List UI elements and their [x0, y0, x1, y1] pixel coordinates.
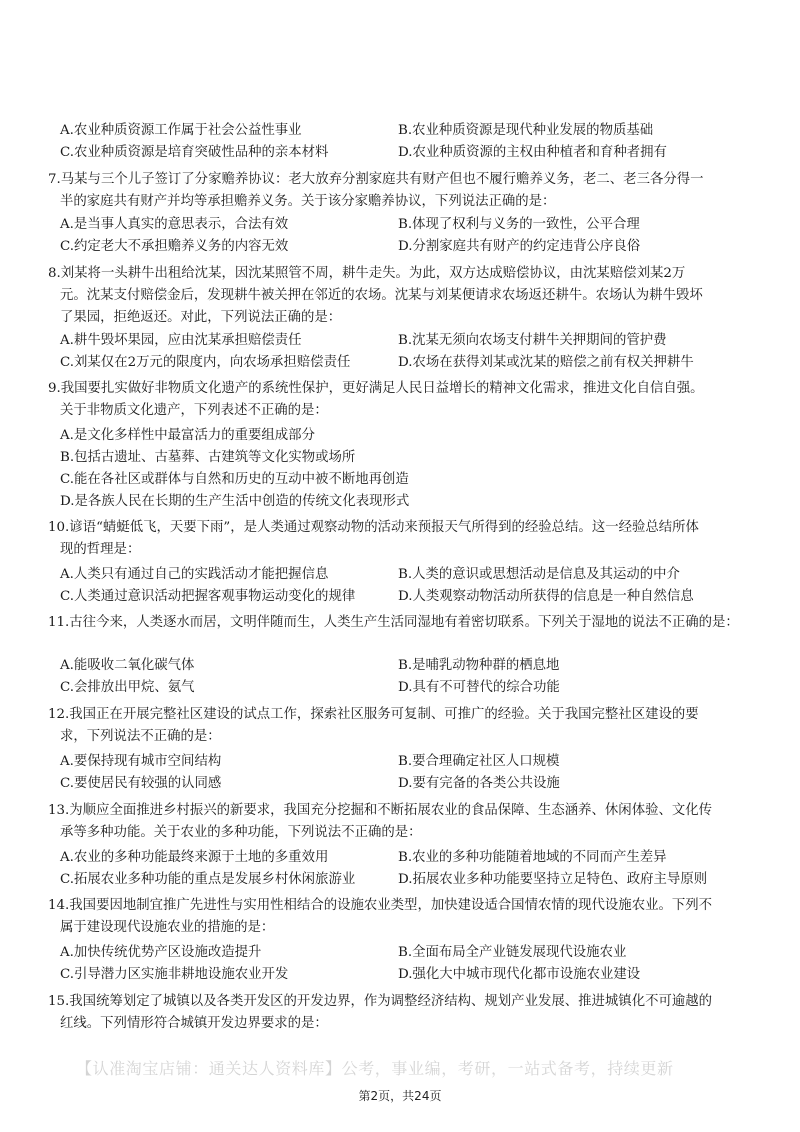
- q8-option-a: A.耕牛毁坏果园，应由沈某承担赔偿责任: [60, 333, 302, 348]
- option-row: [0, 964, 800, 986]
- question-10-stem-line: [0, 517, 800, 539]
- question-13-stem-1: 13.为顺应全面推进乡村振兴的新要求，我国充分挖掘和不断拓展农业的食品保障、生态涵养、休闲体验、文化传: [48, 803, 713, 818]
- q7-option-a: A.是当事人真实的意思表示，合法有效: [60, 217, 289, 232]
- q7-option-c: C.约定老大不承担赡养义务的内容无效: [60, 239, 289, 254]
- question-10-stem-2: 现的哲理是：: [60, 542, 141, 557]
- q7-option-b: B.体现了权利与义务的一致性，公平合理: [398, 217, 640, 232]
- q10-option-c: C.人类通过意识活动把握客观事物运动变化的规律: [60, 589, 356, 604]
- option-d: D.农业种质资源的主权由种植者和育种者拥有: [398, 145, 667, 160]
- question-14-stem-1: 14.我国要因地制宜推广先进性与实用性相结合的设施农业类型，加快建设适合国情农情的现代设施农业。下列不: [48, 898, 713, 913]
- q11-option-a: A.能吸收二氧化碳气体: [60, 658, 195, 673]
- question-7-stem-1: 7.马某与三个儿子签订了分家赡养协议：老大放弃分割家庭共有财产但也不履行赡养义务，老二、老三各分得一: [48, 172, 704, 187]
- option-row: [0, 491, 800, 513]
- q10-option-a: A.人类只有通过自己的实践活动才能把握信息: [60, 567, 329, 582]
- question-7-stem-line: [0, 191, 800, 213]
- question-9-stem-line: [0, 400, 800, 422]
- option-row: [0, 869, 800, 891]
- q9-option-d: D.是各族人民在长期的生产生活中创造的传统文化表现形式: [60, 494, 410, 509]
- option-a: A.农业种质资源工作属于社会公益性事业: [60, 123, 302, 138]
- question-7-stem-2: 半的家庭共有财产并均等承担赡养义务。关于该分家赡养协议，下列说法正确的是：: [60, 194, 556, 209]
- option-row: [0, 586, 800, 608]
- option-row: [0, 564, 800, 586]
- q10-option-b: B.人类的意识或思想活动是信息及其运动的中介: [398, 567, 680, 582]
- question-13-stem-2: 承等多种功能。关于农业的多种功能，下列说法不正确的是：: [60, 825, 422, 840]
- option-row: [0, 352, 800, 374]
- question-8-stem-2: 元。沈某支付赔偿金后，发现耕牛被关押在邻近的农场。沈某与刘某便请求农场返还耕牛。农场认为耕牛毁坏: [60, 288, 703, 303]
- question-15-stem-1: 15.我国统筹划定了城镇以及各类开发区的开发边界，作为调整经济结构、规划产业发展、推进城镇化不可逾越的: [48, 994, 713, 1009]
- question-8-stem-line: [0, 285, 800, 307]
- question-13-stem-line: [0, 800, 800, 822]
- q11-option-b: B.是哺乳动物种群的栖息地: [398, 658, 560, 673]
- question-15-stem-line: [0, 991, 800, 1013]
- question-8-stem-line: [0, 307, 800, 329]
- q11-option-c: C.会排放出甲烷、氨气: [60, 680, 195, 695]
- question-7-stem-line: [0, 169, 800, 191]
- shop-watermark: 【认准淘宝店铺：通关达人资料库】公考，事业编，考研，一站式备考，持续更新: [76, 1059, 674, 1078]
- q13-option-b: B.农业的多种功能随着地域的不同而产生差异: [398, 850, 667, 865]
- q12-option-c: C.要使居民有较强的认同感: [60, 776, 222, 791]
- q14-option-c: C.引导潜力区实施非耕地设施农业开发: [60, 967, 289, 982]
- question-11-stem-line: [0, 612, 800, 634]
- option-row: [0, 425, 800, 447]
- q8-option-c: C.刘某仅在2万元的限度内，向农场承担赔偿责任: [60, 355, 351, 370]
- q12-option-b: B.要合理确定社区人口规模: [398, 754, 560, 769]
- question-12-stem-line: [0, 704, 800, 726]
- option-row: [0, 142, 800, 164]
- option-row: [0, 847, 800, 869]
- q14-option-b: B.全面布局全产业链发展现代设施农业: [398, 945, 627, 960]
- q12-option-d: D.要有完备的各类公共设施: [398, 776, 560, 791]
- question-12-stem-line: [0, 726, 800, 748]
- q13-option-a: A.农业的多种功能最终来源于土地的多重效用: [60, 850, 329, 865]
- question-15-stem-line: [0, 1013, 800, 1035]
- question-14-stem-line: [0, 895, 800, 917]
- option-row: [0, 751, 800, 773]
- option-row: [0, 469, 800, 491]
- question-15-stem-2: 红线。下列情形符合城镇开发边界要求的是：: [60, 1016, 328, 1031]
- question-9-stem-2: 关于非物质文化遗产，下列表述不正确的是：: [60, 403, 328, 418]
- q14-option-a: A.加快传统优势产区设施改造提升: [60, 945, 262, 960]
- question-12-stem-2: 求，下列说法不正确的是：: [60, 729, 221, 744]
- option-row: [0, 942, 800, 964]
- q12-option-a: A.要保持现有城市空间结构: [60, 754, 222, 769]
- q13-option-c: C.拓展农业多种功能的重点是发展乡村休闲旅游业: [60, 872, 356, 887]
- option-row: [0, 677, 800, 699]
- option-row: [0, 236, 800, 258]
- option-b: B.农业种质资源是现代种业发展的物质基础: [398, 123, 654, 138]
- question-11-stem-1: 11.古往今来，人类逐水而居，文明伴随而生，人类生产生活同湿地有着密切联系。下列关于湿地的说法不正确的是：: [48, 615, 739, 630]
- option-c: C.农业种质资源是培育突破性品种的亲本材料: [60, 145, 329, 160]
- option-row: [0, 773, 800, 795]
- q10-option-d: D.人类观察动物活动所获得的信息是一种自然信息: [398, 589, 694, 604]
- question-14-stem-2: 属于建设现代设施农业的措施的是：: [60, 920, 275, 935]
- question-14-stem-line: [0, 917, 800, 939]
- q14-option-d: D.强化大中城市现代化都市设施农业建设: [398, 967, 641, 982]
- question-8-stem-3: 了果园，拒绝返还。对此，下列说法正确的是：: [60, 310, 342, 325]
- q7-option-d: D.分割家庭共有财产的约定违背公序良俗: [398, 239, 641, 254]
- question-9-stem-line: [0, 378, 800, 400]
- question-13-stem-line: [0, 822, 800, 844]
- option-row: [0, 120, 800, 142]
- question-8-stem-1: 8.刘某将一头耕牛出租给沈某，因沈某照管不周，耕牛走失。为此，双方达成赔偿协议，由沈某赔偿刘某2万: [48, 266, 686, 281]
- question-12-stem-1: 12.我国正在开展完整社区建设的试点工作，探索社区服务可复制、可推广的经验。关于我国完整社区建设的要: [48, 707, 699, 722]
- question-9-stem-1: 9.我国要扎实做好非物质文化遗产的系统性保护，更好满足人民日益增长的精神文化需求，推进文化自信自强。: [48, 381, 704, 396]
- page-number: 第2页，共24页: [358, 1089, 442, 1103]
- q8-option-b: B.沈某无须向农场支付耕牛关押期间的管护费: [398, 333, 667, 348]
- q9-option-c: C.能在各社区或群体与自然和历史的互动中被不断地再创造: [60, 472, 409, 487]
- option-row: [0, 447, 800, 469]
- q8-option-d: D.农场在获得刘某或沈某的赔偿之前有权关押耕牛: [398, 355, 694, 370]
- q13-option-d: D.拓展农业多种功能要坚持立足特色、政府主导原则: [398, 872, 708, 887]
- option-row: [0, 214, 800, 236]
- question-10-stem-line: [0, 539, 800, 561]
- q9-option-b: B.包括古遗址、古墓葬、古建筑等文化实物或场所: [60, 450, 356, 465]
- question-10-stem-1: 10.谚语“蜻蜓低飞，天要下雨”，是人类通过观察动物的活动来预报天气所得到的经验总结。这一经验总结所体: [48, 520, 699, 535]
- q11-option-d: D.具有不可替代的综合功能: [398, 680, 560, 695]
- q9-option-a: A.是文化多样性中最富活力的重要组成部分: [60, 428, 315, 443]
- option-row: [0, 330, 800, 352]
- question-8-stem-line: [0, 263, 800, 285]
- option-row: [0, 655, 800, 677]
